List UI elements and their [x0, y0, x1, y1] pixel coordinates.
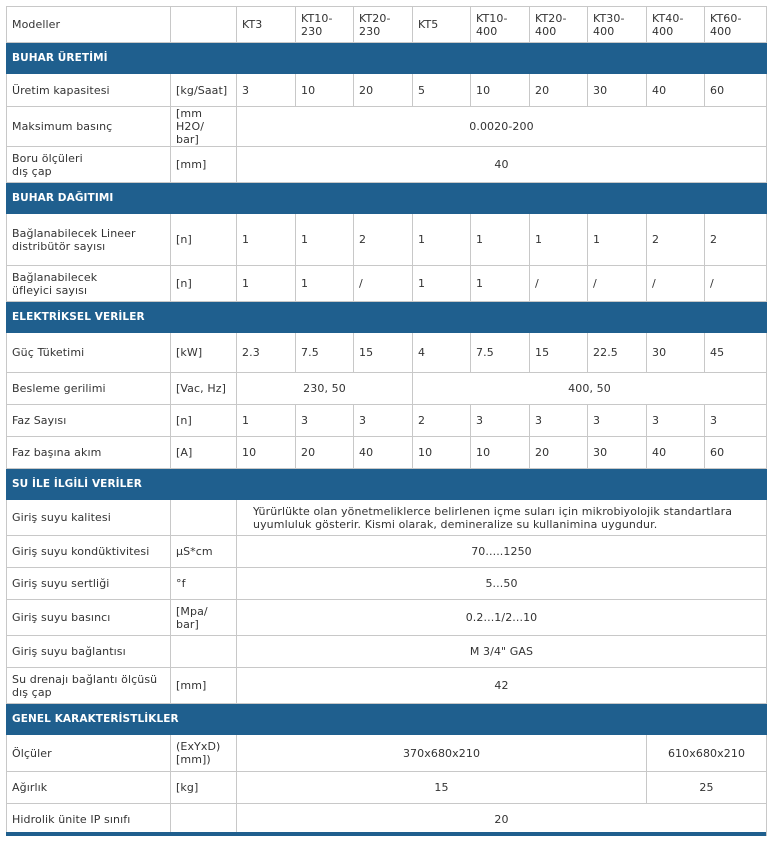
- header-kt20-400: KT20- 400: [530, 7, 588, 43]
- section-buhar-dagitimi: [7, 183, 767, 214]
- cell: 10: [471, 437, 530, 469]
- cell: 2.3: [237, 333, 296, 373]
- header-kt5: KT5: [413, 7, 471, 43]
- spec-table-wrapper: [6, 6, 766, 836]
- cell: 1: [237, 405, 296, 437]
- section-buhar-uretimi: [7, 43, 767, 74]
- section-title: ELEKTRİKSEL VERİLER: [7, 302, 767, 333]
- row-label: Faz başına akım: [7, 437, 171, 469]
- row-besleme: [7, 373, 767, 405]
- cell: 22.5: [588, 333, 647, 373]
- row-agirlik: [7, 772, 767, 804]
- header-models: Modeller: [7, 7, 171, 43]
- cell: 4: [413, 333, 471, 373]
- header-kt10-400: KT10- 400: [471, 7, 530, 43]
- cell-merged: 610x680x210: [647, 735, 767, 772]
- cell: 60: [705, 437, 767, 469]
- cell: 1: [588, 214, 647, 266]
- row-unit: [171, 500, 237, 536]
- spec-table: [6, 6, 767, 836]
- cell: 10: [296, 74, 354, 107]
- row-unit: [171, 636, 237, 668]
- cell: 45: [705, 333, 767, 373]
- cell: 30: [588, 437, 647, 469]
- cell-merged: 0.2...1/2...10: [237, 600, 767, 636]
- cell: 20: [530, 437, 588, 469]
- row-akim: [7, 437, 767, 469]
- cell: 1: [296, 214, 354, 266]
- row-label: Giriş suyu basıncı: [7, 600, 171, 636]
- row-boru: [7, 147, 767, 183]
- cell: 3: [354, 405, 413, 437]
- row-unit: [Vac, Hz]: [171, 373, 237, 405]
- row-unit: [n]: [171, 405, 237, 437]
- cell: 20: [354, 74, 413, 107]
- header-kt10-230: KT10- 230: [296, 7, 354, 43]
- cell-merged: 15: [237, 772, 647, 804]
- row-label: Giriş suyu bağlantısı: [7, 636, 171, 668]
- row-basinc: [7, 107, 767, 147]
- cell: 3: [530, 405, 588, 437]
- cell: /: [647, 266, 705, 302]
- row-lineer: [7, 214, 767, 266]
- row-olculer: [7, 735, 767, 772]
- cell-merged: M 3/4" GAS: [237, 636, 767, 668]
- row-uretim: [7, 74, 767, 107]
- cell-merged: 230, 50: [237, 373, 413, 405]
- row-unit: [mm]: [171, 147, 237, 183]
- cell: 15: [354, 333, 413, 373]
- cell: 2: [354, 214, 413, 266]
- row-label: Faz Sayısı: [7, 405, 171, 437]
- row-label: Giriş suyu kondüktivitesi: [7, 536, 171, 568]
- row-baglanti: [7, 636, 767, 668]
- cell: 30: [647, 333, 705, 373]
- cell-merged: 400, 50: [413, 373, 767, 405]
- row-unit: [Mpa/ bar]: [171, 600, 237, 636]
- cell-merged: Yürürlükte olan yönetmeliklerce belirlenen içme suları için mikrobiyolojik standartlara uyumluluk gösterir. Kismi olarak, demineralize su kullanimina uygundur.: [237, 500, 767, 536]
- cell: 7.5: [471, 333, 530, 373]
- cell: 1: [471, 214, 530, 266]
- cell-merged: 42: [237, 668, 767, 704]
- cell: 3: [705, 405, 767, 437]
- header-kt20-230: KT20- 230: [354, 7, 413, 43]
- cell-merged: 40: [237, 147, 767, 183]
- cell-merged: 70.....1250: [237, 536, 767, 568]
- section-title: BUHAR ÜRETİMİ: [7, 43, 767, 74]
- cell: 1: [296, 266, 354, 302]
- row-unit: [A]: [171, 437, 237, 469]
- bottom-rule: [6, 832, 766, 836]
- cell: 40: [354, 437, 413, 469]
- cell: 15: [530, 333, 588, 373]
- section-title: GENEL KARAKTERİSTLİKLER: [7, 704, 767, 735]
- row-unit: [mm]: [171, 668, 237, 704]
- cell: 3: [588, 405, 647, 437]
- cell: 5: [413, 74, 471, 107]
- row-guc: [7, 333, 767, 373]
- header-kt40-400: KT40- 400: [647, 7, 705, 43]
- row-label: Üretim kapasitesi: [7, 74, 171, 107]
- header-kt3: KT3: [237, 7, 296, 43]
- row-unit: [kW]: [171, 333, 237, 373]
- cell: 7.5: [296, 333, 354, 373]
- cell: 40: [647, 74, 705, 107]
- cell: 20: [296, 437, 354, 469]
- row-label: Giriş suyu kalitesi: [7, 500, 171, 536]
- row-label: Giriş suyu sertliği: [7, 568, 171, 600]
- row-label: Hidrolik ünite IP sınıfı: [7, 804, 171, 836]
- cell: 40: [647, 437, 705, 469]
- row-unit: [n]: [171, 266, 237, 302]
- row-unit: [kg/Saat]: [171, 74, 237, 107]
- cell: 1: [413, 214, 471, 266]
- row-label: Su drenajı bağlantı ölçüsü dış çap: [7, 668, 171, 704]
- cell: 10: [413, 437, 471, 469]
- row-unit: [mm H2O/ bar]: [171, 107, 237, 147]
- row-unit: [171, 804, 237, 836]
- section-title: SU İLE İLGİLİ VERİLER: [7, 469, 767, 500]
- cell: 10: [471, 74, 530, 107]
- cell: 3: [237, 74, 296, 107]
- row-konduktivite: [7, 536, 767, 568]
- cell: 2: [413, 405, 471, 437]
- header-kt30-400: KT30- 400: [588, 7, 647, 43]
- header-kt60-400: KT60- 400: [705, 7, 767, 43]
- cell: 2: [705, 214, 767, 266]
- cell-merged: 5...50: [237, 568, 767, 600]
- cell: 2: [647, 214, 705, 266]
- cell-merged: 25: [647, 772, 767, 804]
- section-su-ile-ilgili-veriler: [7, 469, 767, 500]
- cell: 60: [705, 74, 767, 107]
- cell: 3: [296, 405, 354, 437]
- cell: 1: [237, 266, 296, 302]
- row-label: Maksimum basınç: [7, 107, 171, 147]
- row-sertlik: [7, 568, 767, 600]
- row-unit: °f: [171, 568, 237, 600]
- row-faz: [7, 405, 767, 437]
- row-unit: [kg]: [171, 772, 237, 804]
- row-label: Ölçüler: [7, 735, 171, 772]
- cell: 1: [530, 214, 588, 266]
- row-kalite: [7, 500, 767, 536]
- cell: 10: [237, 437, 296, 469]
- cell-merged: 0.0020-200: [237, 107, 767, 147]
- row-unit: µS*cm: [171, 536, 237, 568]
- section-elektriksel-veriler: [7, 302, 767, 333]
- cell: 3: [471, 405, 530, 437]
- cell: /: [705, 266, 767, 302]
- row-label: Boru ölçüleri dış çap: [7, 147, 171, 183]
- cell-merged: 20: [237, 804, 767, 836]
- cell: 1: [413, 266, 471, 302]
- row-label: Ağırlık: [7, 772, 171, 804]
- cell: 20: [530, 74, 588, 107]
- section-title: BUHAR DAĞITIMI: [7, 183, 767, 214]
- cell: 30: [588, 74, 647, 107]
- cell: /: [588, 266, 647, 302]
- header-unit: [171, 7, 237, 43]
- cell-merged: 370x680x210: [237, 735, 647, 772]
- row-drenaj: [7, 668, 767, 704]
- cell: /: [530, 266, 588, 302]
- row-label: Bağlanabilecek üfleyici sayısı: [7, 266, 171, 302]
- cell: 1: [237, 214, 296, 266]
- section-genel-karakteristlikler: [7, 704, 767, 735]
- row-label: Besleme gerilimi: [7, 373, 171, 405]
- row-ip: [7, 804, 767, 836]
- cell: 3: [647, 405, 705, 437]
- header-row: [7, 7, 767, 43]
- row-su-basinc: [7, 600, 767, 636]
- cell: /: [354, 266, 413, 302]
- row-unit: [n]: [171, 214, 237, 266]
- row-label: Bağlanabilecek Lineer distribütör sayısı: [7, 214, 171, 266]
- row-unit: (ExYxD) [mm]): [171, 735, 237, 772]
- cell: 1: [471, 266, 530, 302]
- row-ufleyici: [7, 266, 767, 302]
- row-label: Güç Tüketimi: [7, 333, 171, 373]
